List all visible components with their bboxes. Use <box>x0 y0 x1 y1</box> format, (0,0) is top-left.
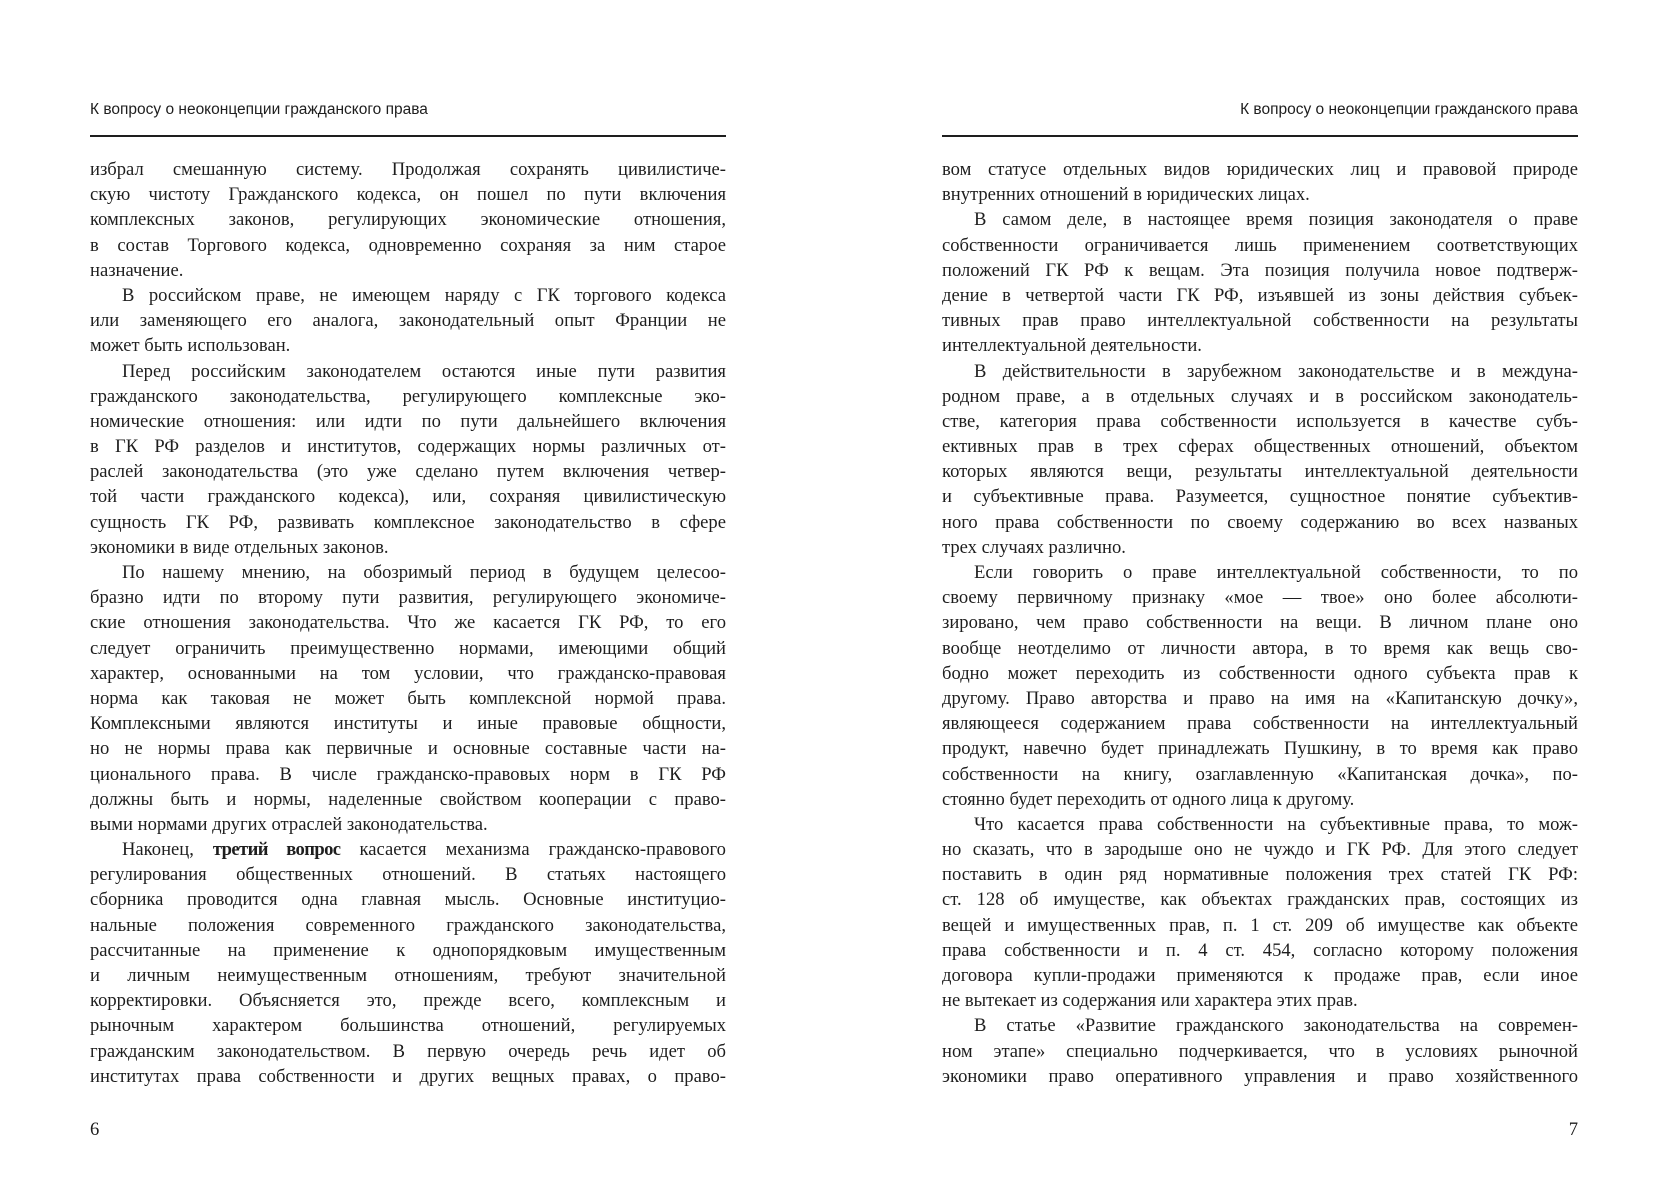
text-line: сущность ГК РФ, развивать комплексное законодательство в сфере <box>90 511 726 533</box>
text-line: собственности ограничивается лишь применением соответствующих <box>942 234 1578 256</box>
text-line: или заменяющего его аналога, законодательный опыт Франции не <box>90 310 726 332</box>
text-line: зировано, чем право собственности на вещи. В личном плане оно <box>942 612 1578 634</box>
text-line: В самом деле, в настоящее время позиция законодателя о праве <box>974 209 1578 231</box>
text-line: трех случаях различно. <box>942 536 1126 558</box>
text-line: Комплексными являются институты и иные правовые общности, <box>90 713 726 735</box>
running-head: К вопросу о неоконцепции гражданского права <box>1240 101 1578 118</box>
text-line: ном этапе» специально подчеркивается, что в условиях рыночной <box>942 1040 1578 1062</box>
text-line: и субъективные права. Разумеется, сущностное понятие субъектив- <box>942 486 1578 508</box>
text-line: рыночным характером большинства отношений, регулируемых <box>90 1015 726 1037</box>
text-line: институтах права собственности и других вещных правах, о право- <box>90 1065 726 1087</box>
text-line: бодно может переходить из собственности одного субъекта прав к <box>942 662 1578 684</box>
text-line: той части гражданского кодекса), или, сохраняя цивилистическую <box>90 486 726 508</box>
text-line: экономики право оперативного управления и право хозяйственного <box>942 1065 1578 1087</box>
text-line: сборника проводится одна главная мысль. Основные институцио- <box>90 889 726 911</box>
text-line: тивных прав право интеллектуальной собственности на результаты <box>942 310 1578 332</box>
text-line: выми нормами других отраслей законодательства. <box>90 813 488 835</box>
text-line: которых являются вещи, результаты интеллектуальной деятельности <box>942 461 1578 483</box>
text-line: интеллектуальной деятельности. <box>942 335 1202 357</box>
text-line: Если говорить о праве интеллектуальной собственности, то по <box>974 562 1578 583</box>
running-head: К вопросу о неоконцепции гражданского права <box>90 101 428 118</box>
text-line: следует ограничить преимущественно нормами, имеющими общий <box>90 637 726 659</box>
text-line: По нашему мнению, на обозримый период в будущем целесоо- <box>122 562 726 583</box>
text-line: номические отношения: или идти по пути дальнейшего включения <box>90 410 726 432</box>
text-line: ективных прав в трех сферах общественных отношений, объектом <box>942 436 1578 458</box>
text-line: ного права собственности по своему содержанию во всех названых <box>942 511 1578 533</box>
text-line: гражданским законодательством. В первую очередь речь идет об <box>90 1040 726 1062</box>
right-page-body <box>942 157 1578 1089</box>
text-line: договора купли-продажи применяются к продаже прав, если иное <box>942 965 1578 986</box>
header-rule <box>90 135 726 137</box>
text-line: в состав Торгового кодекса, одновременно сохраняя за ним старое <box>90 234 726 256</box>
text-run: Наконец, <box>122 839 213 861</box>
text-line: раслей законодательства (это уже сделано путем включения четвер- <box>90 461 726 483</box>
text-line: нальные положения современного гражданского законодательства, <box>90 914 726 936</box>
text-line: должны быть и нормы, наделенные свойством кооперации с право- <box>90 788 726 810</box>
text-line: вещей и имущественных прав, п. 1 ст. 209 об имуществе как объекте <box>942 914 1578 936</box>
text-line: корректировки. Объясняется это, прежде всего, комплексным и <box>90 990 726 1012</box>
bold-emphasis: третий вопрос <box>212 839 341 861</box>
text-line: может быть использован. <box>90 335 291 357</box>
text-line: поставить в один ряд нормативные положения трех статей ГК РФ: <box>942 864 1578 886</box>
text-line: стве, категория права собственности используется в качестве субъ- <box>942 410 1578 432</box>
text-line: ст. 128 об имуществе, как объектах гражданских прав, состоящих из <box>942 889 1578 911</box>
text-line: своему первичному признаку «мое — твое» оно более абсолюти- <box>942 587 1578 609</box>
text-line: стоянно будет переходить от одного лица к другому. <box>942 788 1355 810</box>
text-line: и личным неимущественным отношениям, требуют значительной <box>90 965 726 986</box>
text-line: Что касается права собственности на субъективные права, то мож- <box>974 813 1578 835</box>
text-line: регулирования общественных отношений. В статьях настоящего <box>90 864 726 886</box>
text-line: другому. Право авторства и право на имя на «Капитанскую дочку», <box>942 687 1578 709</box>
text-line: ционального права. В числе гражданско-правовых норм в ГК РФ <box>90 763 726 785</box>
text-line: характер, основанными на том условии, что гражданско-правовая <box>90 662 726 684</box>
text-line: скую чистоту Гражданского кодекса, он пошел по пути включения <box>90 184 726 206</box>
text-line: экономики в виде отдельных законов. <box>90 536 389 558</box>
text-line: избрал смешанную систему. Продолжая сохранять цивилистиче- <box>90 159 726 180</box>
left-page-body <box>90 157 726 1089</box>
text-line: рассчитанные на применение к однопорядковым имущественным <box>90 939 726 961</box>
text-line: родном праве, а в отдельных случаях и в российском законодатель- <box>942 385 1578 407</box>
text-line: внутренних отношений в юридических лицах. <box>942 184 1310 206</box>
text-line: но сказать, что в зародыше оно не чуждо и ГК РФ. Для этого следует <box>942 839 1578 861</box>
text-line: В российском праве, не имеющем наряду с ГК торгового кодекса <box>122 284 726 306</box>
text-line: Перед российским законодателем остаются иные пути развития <box>122 360 726 382</box>
text-line: но не нормы права как первичные и основные составные части на- <box>90 738 726 760</box>
text-line <box>90 837 726 862</box>
text-line: назначение. <box>90 259 184 281</box>
text-run: касается механизма гражданско-правового <box>340 839 726 861</box>
text-line: являющееся содержанием права собственности на интеллектуальный <box>942 713 1578 735</box>
text-line: бразно идти по второму пути развития, регулирующего экономиче- <box>90 587 726 609</box>
text-line: вом статусе отдельных видов юридических лиц и правовой природе <box>942 159 1578 180</box>
page-number: 7 <box>1568 1119 1578 1140</box>
text-line: комплексных законов, регулирующих экономические отношения, <box>90 209 726 231</box>
text-line: в ГК РФ разделов и институтов, содержащих нормы различных от- <box>90 436 726 458</box>
text-line: продукт, навечно будет принадлежать Пушкину, в то время как право <box>942 738 1578 760</box>
header-rule <box>942 135 1578 137</box>
text-line: В действительности в зарубежном законодательстве и в междуна- <box>974 360 1578 382</box>
text-line: ские отношения законодательства. Что же касается ГК РФ, то его <box>90 612 726 634</box>
text-line: не вытекает из содержания или характера этих прав. <box>942 990 1358 1012</box>
text-line: права собственности и п. 4 ст. 454, согласно которому положения <box>942 939 1578 961</box>
text-line: норма как таковая не может быть комплексной нормой права. <box>90 687 726 709</box>
text-line: дение в четвертой части ГК РФ, изъявшей из зоны действия субъек- <box>942 284 1578 306</box>
text-line: гражданского законодательства, регулирующего комплексные эко- <box>90 385 726 407</box>
page-number: 6 <box>90 1119 100 1140</box>
text-line: собственности на книгу, озаглавленную «Капитанская дочка», по- <box>942 763 1578 785</box>
text-line: вообще неотделимо от личности автора, в то время как вещь сво- <box>942 637 1578 659</box>
text-line: В статье «Развитие гражданского законодательства на современ- <box>974 1015 1578 1037</box>
text-line: положений ГК РФ к вещам. Эта позиция получила новое подтверж- <box>942 259 1578 281</box>
